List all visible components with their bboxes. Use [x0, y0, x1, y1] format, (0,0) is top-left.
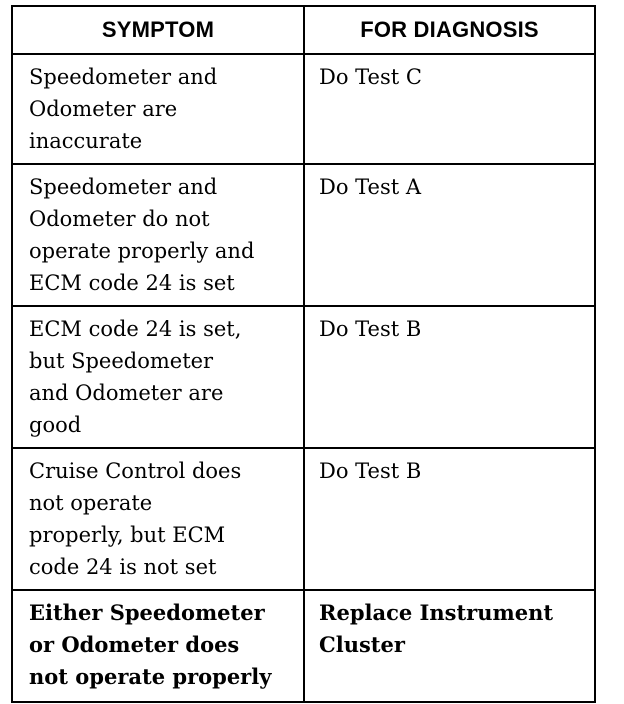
- diagnosis-cell: [304, 54, 595, 164]
- diagnosis-text: Do Test B: [319, 317, 422, 341]
- table-row: [12, 164, 595, 306]
- table-row: [12, 590, 595, 702]
- symptom-text: Cruise Control does not operate properly, but ECM code 24 is not set: [29, 459, 242, 579]
- table-row: [12, 448, 595, 590]
- symptom-header: SYMPTOM: [12, 6, 304, 54]
- diagnosis-table: [11, 5, 596, 703]
- table-row: [12, 54, 595, 164]
- diagnosis-cell: [304, 590, 595, 702]
- diagnosis-table-container: [11, 5, 594, 703]
- diagnosis-header: FOR DIAGNOSIS: [304, 6, 595, 54]
- symptom-cell: [12, 164, 304, 306]
- symptom-cell: [12, 54, 304, 164]
- diagnosis-cell: [304, 306, 595, 448]
- diagnosis-text: Do Test C: [319, 65, 422, 89]
- symptom-cell: [12, 448, 304, 590]
- symptom-text: ECM code 24 is set, but Speedometer and Odometer are good: [29, 317, 242, 437]
- symptom-text: Speedometer and Odometer are inaccurate: [29, 65, 218, 153]
- table-row: [12, 306, 595, 448]
- diagnosis-text: Do Test B: [319, 459, 422, 483]
- diagnosis-cell: [304, 164, 595, 306]
- diagnosis-text: Replace Instrument Cluster: [319, 600, 554, 657]
- diagnosis-text: Do Test A: [319, 175, 422, 199]
- symptom-cell: [12, 306, 304, 448]
- symptom-cell: [12, 590, 304, 702]
- diagnosis-cell: [304, 448, 595, 590]
- symptom-text: Either Speedometer or Odometer does not operate properly: [29, 600, 272, 689]
- symptom-text: Speedometer and Odometer do not operate properly and ECM code 24 is set: [29, 175, 255, 295]
- header-row: [12, 6, 595, 54]
